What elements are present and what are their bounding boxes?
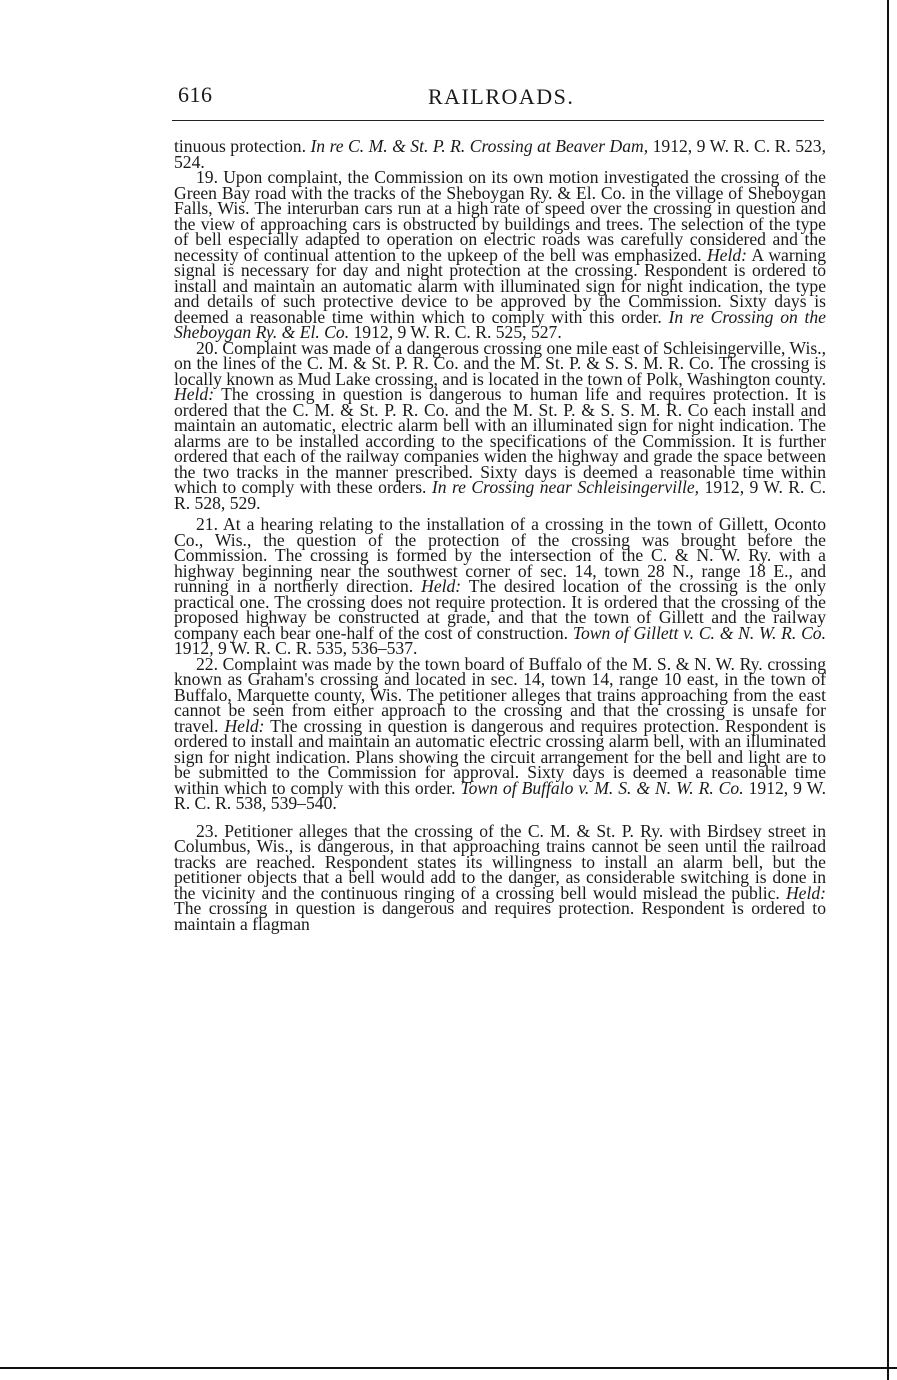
text-run: 1912, 9 W. R. C. R. 538, 539–540. <box>174 777 826 813</box>
text-run: tinuous protection. <box>174 136 311 156</box>
text-run: The desired location of the crossing is the only practical one. The crossing does not require protection. It is ordered that the crossing of the proposed highway be constructed at grade, and that the town of Gillett and the railway company each bear one-half of the cost of construction. <box>174 576 826 643</box>
text-run: 1912, 9 W. R. C. R. 523, 524. <box>174 136 826 172</box>
italic-run: Held: <box>706 244 748 265</box>
italic-run: In re Crossing near Schleisingerville, <box>431 477 700 497</box>
italic-run: Held: <box>421 576 462 596</box>
scan-bottom-edge <box>0 1367 897 1369</box>
paragraph-18-tail <box>174 136 826 172</box>
text-run: 19. Upon complaint, the Commission on its own motion investigated the crossing of the Green Bay road with the tracks of the Sheboygan Ry. & El. Co. in the village of Sheboygan Falls, Wis. The interurban cars run at a high rate of speed over the crossing in question and the view of approaching cars is obstructed by buildings and trees. The selection of the type of bell especially adapted to operation on electric roads was carefully considered and the necessity of continual attention to the upkeep of the bell was emphasized. <box>174 167 826 265</box>
text-run: 23. Petitioner alleges that the crossing of the C. M. & St. P. Ry. with Birdsey street in Columbus, Wis., is dangerous, in that approaching trains cannot be seen until the railroad tracks are reached. Respondent states its willingness to install an alarm bell, but the petitioner objects that a bell would add to the danger, as considerable switching is done in the vicinity and the continuous ringing of a crossing bell would mislead the public. <box>174 820 826 903</box>
text-run: The crossing in question is dangerous and requires protection. Respondent is ordered to maintain a flagman <box>174 898 826 934</box>
paragraph-20 <box>174 337 826 513</box>
italic-run: In re C. M. & St. P. R. Crossing at Beaver Dam, <box>310 136 649 156</box>
text-run: The crossing in question is dangerous and requires protection. Respondent is ordered to install and maintain an automatic electric crossing alarm bell, with an illuminated sign for night indication. Plans showing the circuit arrangement for the bell and light are to be submitted to the Commission for approval. Sixty days is deemed a reasonable time within which to comply with this order. <box>174 715 826 798</box>
italic-run: Town of Gillett v. C. & N. W. R. Co. <box>572 622 826 643</box>
text-run: 22. Complaint was made by the town board of Buffalo of the M. S. & N. W. Ry. crossing known as Graham's crossing and located in sec. 14, town 14, range 10 east, in the town of Buffalo, Marquette county, Wis. The petitioner alleges that trains approaching from the east cannot be seen from either approach to the crossing and that the crossing is unsafe for travel. <box>174 653 826 736</box>
paragraph-23 <box>174 820 826 934</box>
paragraph-19 <box>174 167 827 342</box>
text-run: 21. At a hearing relating to the installation of a crossing in the town of Gillett, Oconto Co., Wis., the question of the protection of the crossing was brought before the Commission. The crossing is formed by the intersection of the C. & N. W. Ry. with a highway beginning near the southwest corner of sec. 14, town 28 N., range 18 E., and running in a northerly direction. <box>174 514 826 596</box>
text-run: 1912, 9 W. R. C. R. 525, 527. <box>349 322 562 342</box>
body-text <box>174 136 827 934</box>
text-run: A warning signal is necessary for day and night protection at the crossing. Respondent is ordered to install and maintain an automatic alarm with illuminated sign for night indication, the type and details of such protective device to be approved by the Commission. Sixty days is deemed a reasonable time within which to comply with this order. <box>174 244 827 327</box>
running-head: RAILROADS. <box>428 84 575 109</box>
italic-run: Held: <box>224 715 265 736</box>
italic-run: Held: <box>174 384 215 404</box>
italic-run: Town of Buffalo v. M. S. & N. W. R. Co. <box>460 777 744 798</box>
paragraph-21 <box>174 514 826 658</box>
text-run: 1912, 9 W. R. C. R. 535, 536–537. <box>174 638 418 658</box>
page-header <box>172 80 824 116</box>
italic-run: Held: <box>785 882 826 903</box>
header-rule <box>172 120 824 121</box>
text-run: 1912, 9 W. R. C. R. 528, 529. <box>174 477 826 513</box>
scan-right-edge <box>887 0 889 1380</box>
paragraph-22 <box>174 653 826 813</box>
text-run: The crossing in question is dangerous to human life and requires protection. It is ordered that the C. M. & St. P. R. Co. and the M. St. P. & S. S. M. R. Co each install and maintain an automatic, electric alarm bell with an illuminated sign for night indication. The alarms are to be installed according to the specifications of the Commission. It is further ordered that each of the railway companies widen the highway and grade the space between the two tracks in the manner prescribed. Sixty days is deemed a reasonable time within which to comply with these orders. <box>174 384 826 497</box>
page-number: 616 <box>178 82 213 107</box>
italic-run: In re Crossing on the Sheboygan Ry. & El. Co. <box>174 306 826 342</box>
text-run: 20. Complaint was made of a dangerous crossing one mile east of Schleisingerville, Wis., on the lines of the C. M. & St. P. R. Co. and the M. St. P. & S. S. M. R. Co. The crossing is locally known as Mud Lake crossing, and is located in the town of Polk, Washington county. <box>174 337 826 389</box>
